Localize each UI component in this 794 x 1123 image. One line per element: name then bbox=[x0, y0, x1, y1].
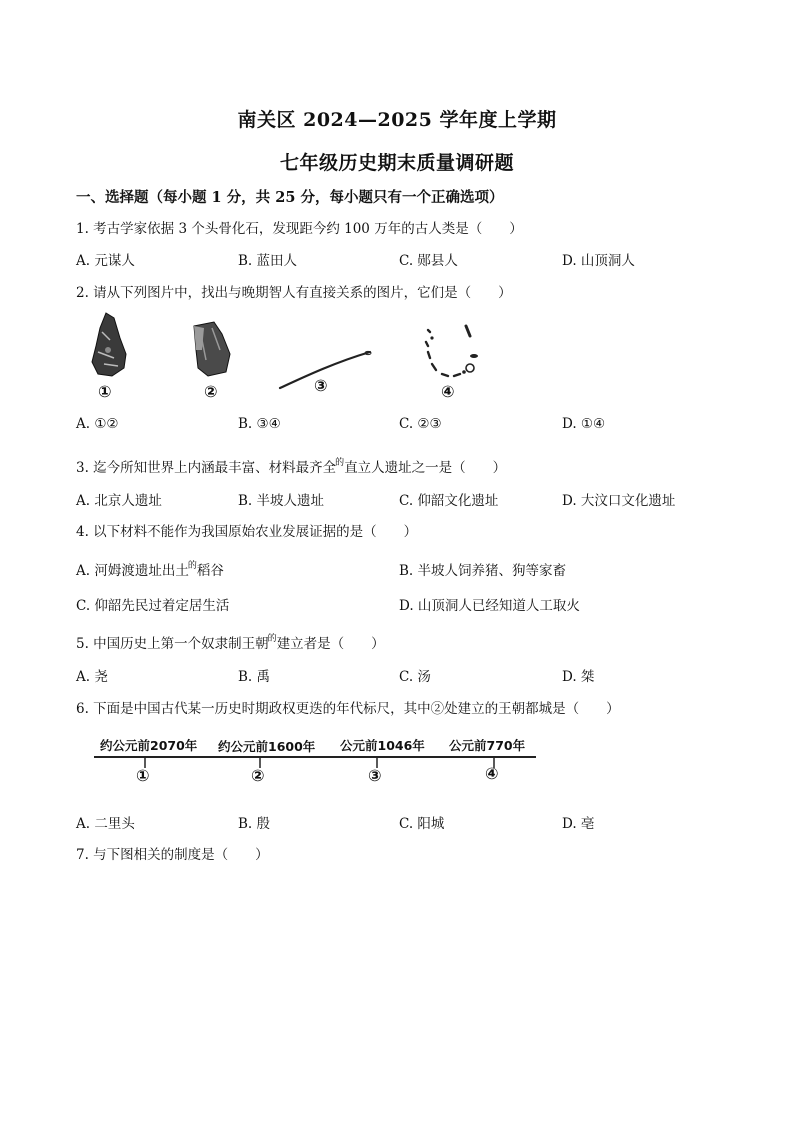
timeline-label-2: 约公元前1600年 bbox=[218, 739, 316, 754]
question-2-option-d: D. ①④ bbox=[562, 416, 606, 432]
question-3-option-b: B. 半坡人遗址 bbox=[238, 493, 325, 509]
timeline-axis bbox=[90, 754, 540, 770]
timeline-mark-2: ② bbox=[251, 766, 265, 785]
question-3-option-a: A. 北京人遗址 bbox=[76, 493, 162, 509]
question-5-option-c: C. 汤 bbox=[399, 669, 431, 685]
question-6-option-b: B. 殷 bbox=[238, 816, 271, 832]
question-1-stem: 1. 考古学家依据 3 个头骨化石，发现距今约 100 万年的古人类是（ ） bbox=[76, 221, 523, 237]
question-4-option-c: C. 仰韶先民过着定居生活 bbox=[76, 598, 230, 614]
question-4-option-d: D. 山顶洞人已经知道人工取火 bbox=[399, 598, 580, 614]
question-1-option-a: A. 元谋人 bbox=[76, 253, 135, 269]
question-2-stem: 2. 请从下列图片中，找出与晚期智人有直接关系的图片，它们是（ ） bbox=[76, 285, 512, 301]
question-7-stem: 7. 与下图相关的制度是（ ） bbox=[76, 847, 269, 863]
image-label-2: ② bbox=[204, 382, 218, 401]
question-3-option-c: C. 仰韶文化遗址 bbox=[399, 493, 499, 509]
image-label-4: ④ bbox=[441, 382, 455, 401]
question-5-option-a: A. 尧 bbox=[76, 669, 108, 685]
timeline-label-1: 约公元前2070年 bbox=[100, 738, 198, 753]
page-title-line1: 南关区 2024—2025 学年度上学期 bbox=[237, 109, 557, 131]
image-label-1: ① bbox=[98, 382, 112, 401]
timeline-label-4: 公元前770年 bbox=[449, 738, 526, 753]
page-title-line2: 七年级历史期末质量调研题 bbox=[279, 152, 514, 174]
question-6-option-a: A. 二里头 bbox=[76, 816, 135, 832]
question-3-stem: 3. 迄今所知世界上内涵最丰富、材料最齐全$^的$直立人遗址之一是（ ） bbox=[76, 458, 507, 476]
question-2-option-a: A. ①② bbox=[76, 416, 119, 432]
timeline-mark-1: ① bbox=[136, 766, 150, 785]
question-6-option-c: C. 阳城 bbox=[399, 816, 445, 832]
question-6-option-d: D. 亳 bbox=[562, 816, 595, 832]
question-1-option-d: D. 山顶洞人 bbox=[562, 253, 635, 269]
stone-tool-1-image bbox=[84, 310, 134, 380]
question-3-option-d: D. 大汶口文化遗址 bbox=[562, 493, 676, 509]
stone-tool-2-image bbox=[186, 320, 236, 380]
question-4-option-a: A. 河姆渡遗址出土$^的$稻谷 bbox=[76, 561, 224, 579]
question-4-stem: 4. 以下材料不能作为我国原始农业发展证据的是（ ） bbox=[76, 524, 418, 540]
question-6-stem: 6. 下面是中国古代某一历史时期政权更迭的年代标尺，其中②处建立的王朝都城是（ ） bbox=[76, 701, 620, 717]
ornament-necklace-image bbox=[418, 322, 488, 384]
image-label-3: ③ bbox=[314, 376, 328, 395]
timeline-mark-3: ③ bbox=[368, 766, 382, 785]
question-2-option-c: C. ②③ bbox=[399, 416, 442, 432]
section-heading: 一、选择题（每小题 1 分，共 25 分，每小题只有一个正确选项） bbox=[76, 189, 504, 206]
question-5-option-d: D. 桀 bbox=[562, 669, 595, 685]
question-2-option-b: B. ③④ bbox=[238, 416, 281, 432]
timeline-mark-4: ④ bbox=[485, 764, 499, 783]
question-1-option-c: C. 郧县人 bbox=[399, 253, 458, 269]
question-5-stem: 5. 中国历史上第一个奴隶制王朝$^的$建立者是（ ） bbox=[76, 634, 385, 652]
question-4-option-b: B. 半坡人饲养猪、狗等家畜 bbox=[399, 563, 567, 579]
timeline-label-3: 公元前1046年 bbox=[340, 738, 425, 753]
question-5-option-b: B. 禹 bbox=[238, 669, 271, 685]
question-1-option-b: B. 蓝田人 bbox=[238, 253, 298, 269]
